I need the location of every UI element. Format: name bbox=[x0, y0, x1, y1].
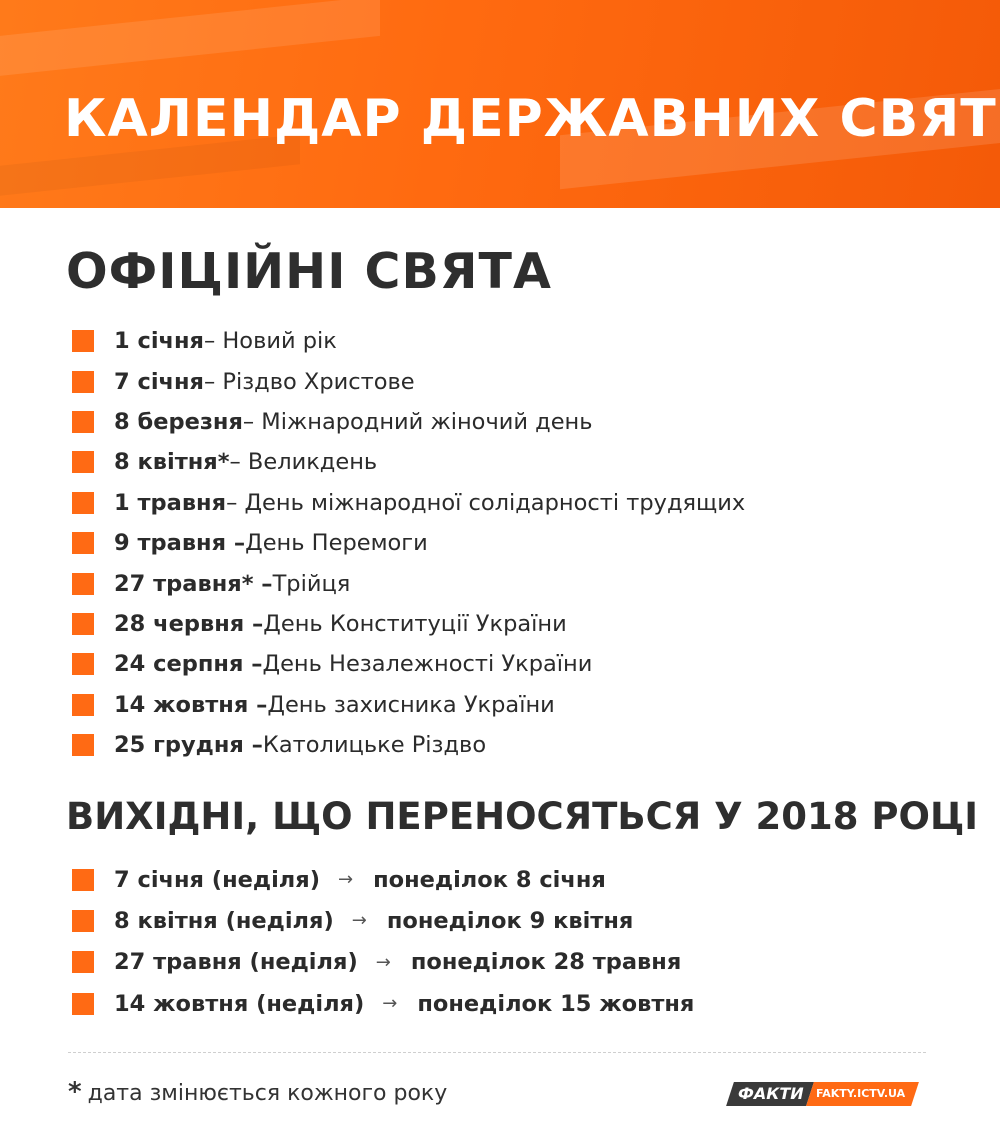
transfer-to: понеділок 8 січня bbox=[373, 866, 606, 893]
bullet-square-icon bbox=[72, 573, 94, 595]
official-holidays-title: ОФІЦІЙНІ СВЯТА bbox=[66, 243, 552, 300]
holiday-name: День Перемоги bbox=[245, 530, 428, 557]
holiday-name: – Великдень bbox=[229, 449, 378, 476]
dashed-divider bbox=[68, 1052, 926, 1053]
holiday-date: 24 серпня – bbox=[114, 651, 263, 678]
holiday-date: 28 червня – bbox=[114, 610, 264, 637]
list-item bbox=[72, 859, 694, 900]
transfer-from: 8 квітня (неділя) bbox=[114, 907, 334, 934]
bullet-square-icon bbox=[72, 694, 94, 716]
logo-site: FAKTY.ICTV.UA bbox=[806, 1082, 919, 1106]
list-item bbox=[72, 563, 745, 603]
arrow-right-icon: → bbox=[338, 869, 354, 891]
list-item bbox=[72, 321, 745, 361]
holiday-date: 14 жовтня – bbox=[114, 691, 268, 718]
list-item bbox=[72, 442, 745, 482]
bullet-square-icon bbox=[72, 653, 94, 675]
list-item bbox=[72, 402, 745, 442]
holiday-name: Католицьке Різдво bbox=[262, 732, 487, 759]
banner-stripe bbox=[0, 0, 380, 80]
holiday-name: – Новий рік bbox=[203, 328, 337, 355]
list-item bbox=[72, 942, 694, 983]
official-holidays-list bbox=[72, 321, 745, 765]
list-item bbox=[72, 900, 694, 941]
footnote-text: дата змінюється кожного року bbox=[87, 1081, 448, 1106]
bullet-square-icon bbox=[72, 411, 94, 433]
bullet-square-icon bbox=[72, 371, 94, 393]
holiday-name: – День міжнародної солідарності трудящих bbox=[226, 489, 746, 516]
holiday-date: 1 січня bbox=[114, 328, 204, 355]
bullet-square-icon bbox=[72, 613, 94, 635]
bullet-square-icon bbox=[72, 734, 94, 756]
bullet-square-icon bbox=[72, 993, 94, 1015]
bullet-square-icon bbox=[72, 451, 94, 473]
transfers-list bbox=[72, 859, 694, 1024]
arrow-right-icon: → bbox=[382, 993, 398, 1015]
list-item bbox=[72, 644, 745, 684]
list-item bbox=[72, 685, 745, 725]
holiday-name: День Незалежності України bbox=[262, 651, 593, 678]
holiday-date: 8 березня bbox=[114, 408, 243, 435]
bullet-square-icon bbox=[72, 910, 94, 932]
page-title: КАЛЕНДАР ДЕРЖАВНИХ СВЯТ bbox=[64, 89, 997, 149]
transfer-to: понеділок 15 жовтня bbox=[417, 990, 695, 1017]
arrow-right-icon: → bbox=[375, 951, 391, 973]
transfer-from: 27 травня (неділя) bbox=[114, 949, 358, 976]
holiday-date: 9 травня – bbox=[114, 530, 246, 557]
bullet-square-icon bbox=[72, 492, 94, 514]
fakty-logo[interactable] bbox=[726, 1082, 919, 1106]
list-item bbox=[72, 361, 745, 401]
arrow-right-icon: → bbox=[351, 910, 367, 932]
holiday-name: День захисника України bbox=[267, 691, 555, 718]
bullet-square-icon bbox=[72, 330, 94, 352]
holiday-date: 27 травня* – bbox=[114, 570, 273, 597]
list-item bbox=[72, 983, 694, 1024]
list-item bbox=[72, 604, 745, 644]
logo-brand: ФАКТИ bbox=[726, 1082, 813, 1106]
list-item bbox=[72, 725, 745, 765]
transfers-title: ВИХІДНІ, ЩО ПЕРЕНОСЯТЬСЯ У 2018 РОЦІ bbox=[66, 795, 979, 838]
transfer-from: 14 жовтня (неділя) bbox=[114, 990, 365, 1017]
holiday-date: 8 квітня* bbox=[114, 449, 230, 476]
bullet-square-icon bbox=[72, 869, 94, 891]
holiday-name: День Конституції України bbox=[263, 610, 567, 637]
list-item bbox=[72, 523, 745, 563]
footnote bbox=[68, 1074, 447, 1112]
transfer-from: 7 січня (неділя) bbox=[114, 866, 320, 893]
transfer-to: понеділок 28 травня bbox=[410, 949, 682, 976]
list-item bbox=[72, 483, 745, 523]
holiday-date: 1 травня bbox=[114, 489, 227, 516]
footnote-star: * bbox=[68, 1077, 82, 1107]
header-banner bbox=[0, 0, 1000, 208]
bullet-square-icon bbox=[72, 951, 94, 973]
holiday-name: Трійця bbox=[272, 570, 351, 597]
bullet-square-icon bbox=[72, 532, 94, 554]
holiday-name: – Різдво Христове bbox=[203, 368, 415, 395]
holiday-date: 7 січня bbox=[114, 368, 204, 395]
transfer-to: понеділок 9 квітня bbox=[386, 907, 634, 934]
holiday-date: 25 грудня – bbox=[114, 732, 263, 759]
holiday-name: – Міжнародний жіночий день bbox=[242, 408, 593, 435]
